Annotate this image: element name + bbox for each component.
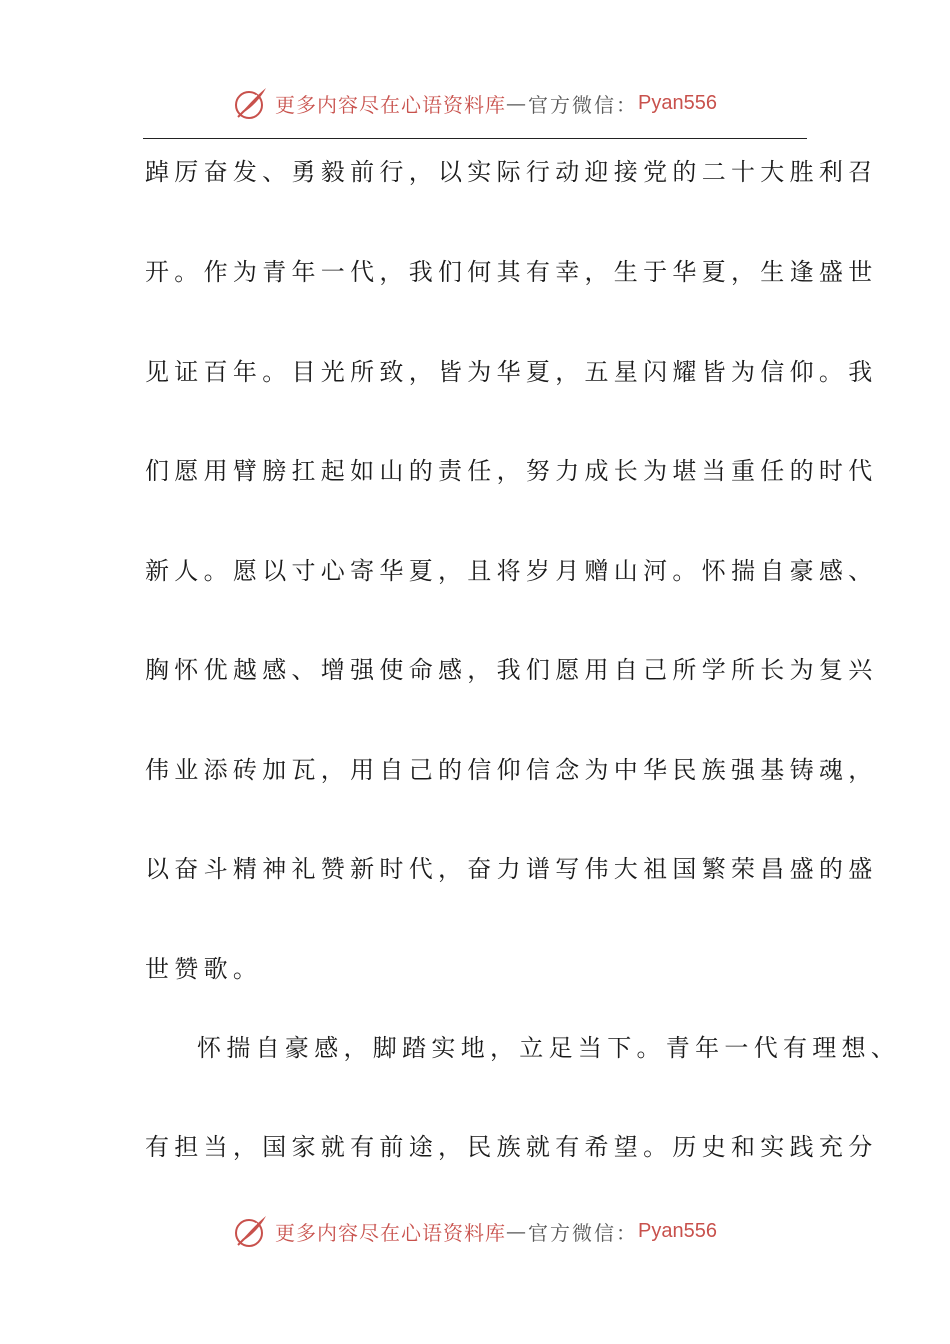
text-line: 胸怀优越感、增强使命感，我们愿用自己所学所长为复兴: [145, 656, 878, 684]
header-divider: [143, 138, 807, 139]
footer-separator: —: [506, 1219, 529, 1243]
text-line: 新人。愿以寸心寄华夏，且将岁月赠山河。怀揣自豪感、: [145, 557, 878, 585]
text-line: 伟业添砖加瓦，用自己的信仰信念为中华民族强基铸魂，: [145, 756, 878, 784]
footer-wechat-label: 官方微信：: [528, 1220, 639, 1245]
header-wechat-label: 官方微信：: [528, 92, 639, 117]
text-line: 世赞歌。: [145, 955, 263, 983]
header-banner: [0, 80, 950, 126]
header-wechat-id: Pyan556: [638, 91, 717, 114]
text-line: 有担当，国家就有前途，民族就有希望。历史和实践充分: [145, 1133, 878, 1161]
text-line: 开。作为青年一代，我们何其有幸，生于华夏，生逢盛世: [145, 258, 878, 286]
footer-wechat-id: Pyan556: [638, 1219, 717, 1242]
quill-pen-logo-icon: [233, 85, 269, 121]
text-line: 见证百年。目光所致，皆为华夏，五星闪耀皆为信仰。我: [145, 358, 878, 386]
footer-banner: [0, 1208, 950, 1254]
header-brand-text: 更多内容尽在心语资料库: [275, 92, 507, 117]
text-line: 踔厉奋发、勇毅前行，以实际行动迎接党的二十大胜利召: [145, 158, 878, 186]
text-line: 们愿用臂膀扛起如山的责任，努力成长为堪当重任的时代: [145, 457, 878, 485]
footer-brand-text: 更多内容尽在心语资料库: [275, 1220, 507, 1245]
text-line: 以奋斗精神礼赞新时代，奋力谱写伟大祖国繁荣昌盛的盛: [145, 855, 878, 883]
paragraph-start-line: 怀揣自豪感，脚踏实地，立足当下。青年一代有理想、: [197, 1034, 901, 1062]
header-separator: —: [506, 91, 529, 115]
quill-pen-logo-icon: [233, 1213, 269, 1249]
